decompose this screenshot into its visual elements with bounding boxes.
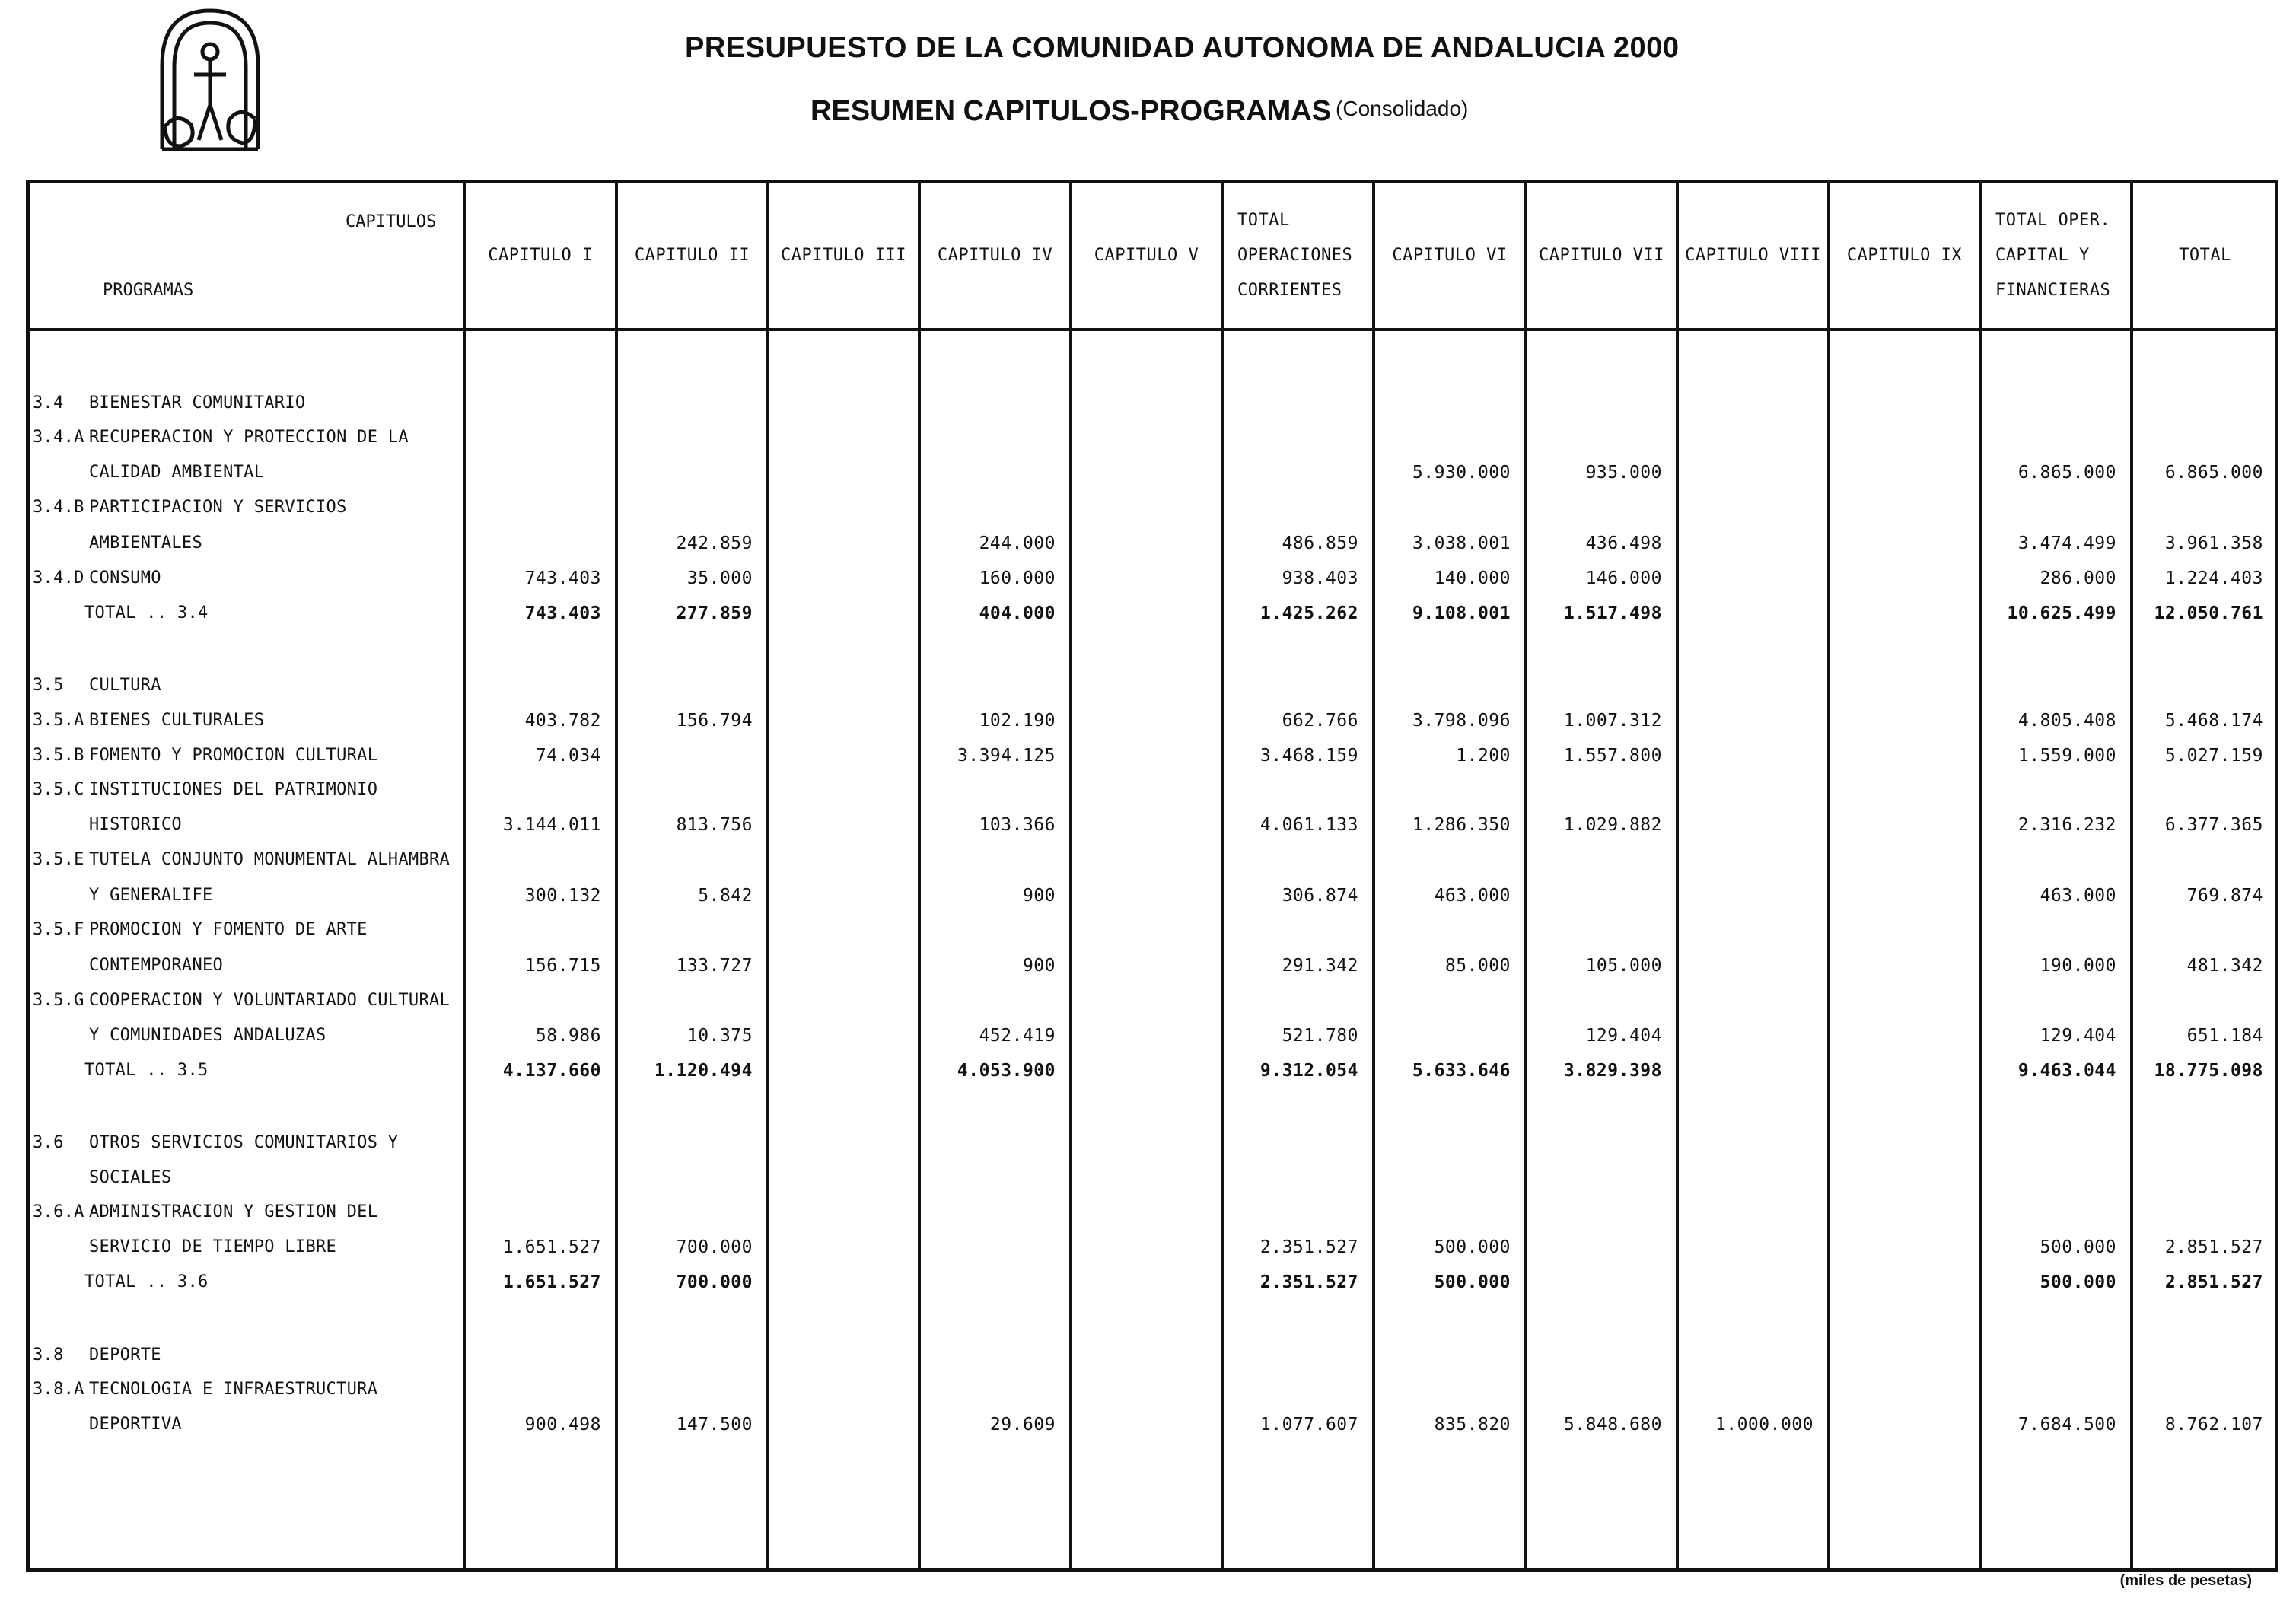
column-header: CAPITULO VIII [1685, 246, 1821, 265]
corner-capitulos-label: CAPITULOS [346, 212, 437, 231]
cell-value: 1.200 [1456, 746, 1511, 766]
program-code: 3.8.A [33, 1380, 84, 1399]
column-header: CAPITULO VI [1392, 246, 1508, 265]
budget-table [26, 180, 2278, 1572]
cell-value: 1.286.350 [1412, 815, 1511, 835]
cell-value: 244.000 [979, 533, 1056, 553]
cell-value: 29.609 [989, 1415, 1056, 1435]
page-subtitle [810, 95, 1468, 128]
program-label: BIENES CULTURALES [89, 711, 265, 730]
cell-value: 6.865.000 [2017, 463, 2116, 482]
cell-value: 140.000 [1434, 568, 1511, 588]
page-title: PRESUPUESTO DE LA COMUNIDAD AUTONOMA DE ANDALUCIA 2000 [685, 32, 1680, 64]
cell-value: 813.756 [676, 815, 753, 835]
cell-value: 85.000 [1444, 956, 1511, 976]
table-row [30, 807, 2275, 842]
program-label: COOPERACION Y VOLUNTARIADO CULTURAL [89, 991, 451, 1010]
total-label: TOTAL .. 3.5 [84, 1061, 209, 1080]
cell-value: 500.000 [1434, 1237, 1511, 1257]
cell-value: 436.498 [1585, 533, 1662, 553]
cell-value: 900.498 [524, 1415, 601, 1435]
cell-value: 300.132 [524, 886, 601, 906]
table-row [30, 1407, 2275, 1442]
program-label: DEPORTE [89, 1346, 161, 1365]
cell-value: 10.375 [686, 1026, 753, 1046]
cell-value: 2.316.232 [2017, 815, 2116, 835]
program-label: DEPORTIVA [89, 1415, 182, 1434]
table-row [30, 420, 2275, 455]
column-header: TOTAL OPER. CAPITAL Y FINANCIERAS [1995, 211, 2111, 300]
program-code: 3.5 [33, 676, 64, 695]
column-header: CAPITULO VII [1539, 246, 1664, 265]
program-code: 3.8 [33, 1346, 64, 1365]
column-header: TOTAL [2179, 246, 2231, 265]
cell-value: 938.403 [1282, 568, 1358, 588]
column-header: TOTAL OPERACIONES CORRIENTES [1237, 211, 1353, 300]
cell-value: 404.000 [979, 603, 1056, 623]
program-label: AMBIENTALES [89, 533, 202, 553]
cell-value: 500.000 [2040, 1237, 2116, 1257]
cell-value: 3.798.096 [1412, 711, 1511, 731]
table-row [30, 455, 2275, 490]
cell-value: 18.775.098 [2154, 1061, 2263, 1081]
cell-value: 769.874 [2186, 886, 2263, 906]
column-header: CAPITULO IX [1846, 246, 1963, 265]
cell-value: 190.000 [2040, 956, 2116, 976]
cell-value: 1.000.000 [1715, 1415, 1814, 1435]
column-header: CAPITULO V [1094, 246, 1199, 265]
cell-value: 8.762.107 [2164, 1415, 2263, 1435]
program-code: 3.5.C [33, 780, 84, 799]
header-divider [30, 328, 2275, 331]
table-row [30, 1372, 2275, 1407]
table-row [30, 526, 2275, 561]
cell-value: 277.859 [676, 603, 753, 623]
table-row [30, 668, 2275, 703]
cell-value: 1.651.527 [502, 1237, 601, 1257]
cell-value: 662.766 [1282, 711, 1358, 731]
cell-value: 156.794 [676, 711, 753, 731]
subtitle-text: RESUMEN CAPITULOS-PROGRAMAS [810, 95, 1332, 127]
program-label: Y GENERALIFE [89, 886, 213, 905]
program-label: CONSUMO [89, 568, 161, 588]
cell-value: 105.000 [1585, 956, 1662, 976]
program-code: 3.4.B [33, 498, 84, 517]
program-code: 3.6 [33, 1133, 64, 1152]
cell-value: 286.000 [2040, 568, 2116, 588]
cell-value: 129.404 [1585, 1026, 1662, 1046]
cell-value: 103.366 [979, 815, 1056, 835]
table-row [30, 1230, 2275, 1265]
cell-value: 306.874 [1282, 886, 1358, 906]
cell-value: 6.865.000 [2164, 463, 2263, 482]
table-row [30, 561, 2275, 596]
program-code: 3.5.E [33, 850, 84, 869]
table-row [30, 983, 2275, 1018]
cell-value: 6.377.365 [2164, 815, 2263, 835]
cell-value: 5.633.646 [1412, 1061, 1511, 1081]
cell-value: 147.500 [676, 1415, 753, 1435]
cell-value: 9.108.001 [1412, 603, 1511, 623]
cell-value: 242.859 [676, 533, 753, 553]
table-row [30, 1338, 2275, 1373]
cell-value: 1.425.262 [1259, 603, 1358, 623]
cell-value: 935.000 [1585, 463, 1662, 482]
cell-value: 1.007.312 [1563, 711, 1662, 731]
column-header: CAPITULO IV [937, 246, 1053, 265]
table-row [30, 1018, 2275, 1053]
column-header: CAPITULO II [634, 246, 750, 265]
table-row [30, 1161, 2275, 1196]
table-row [30, 948, 2275, 983]
cell-value: 1.029.882 [1563, 815, 1662, 835]
cell-value: 452.419 [979, 1026, 1056, 1046]
cell-value: 58.986 [535, 1026, 601, 1046]
cell-value: 651.184 [2186, 1026, 2263, 1046]
program-code: 3.4.A [33, 428, 84, 447]
program-code: 3.4.D [33, 568, 84, 588]
table-row [30, 738, 2275, 773]
cell-value: 1.120.494 [654, 1061, 753, 1081]
cell-value: 4.061.133 [1259, 815, 1358, 835]
program-label: TUTELA CONJUNTO MONUMENTAL ALHAMBRA [89, 850, 451, 869]
cell-value: 5.930.000 [1412, 463, 1511, 482]
program-label: BIENESTAR COMUNITARIO [89, 393, 306, 412]
table-row [30, 386, 2275, 421]
table-total-row [30, 1053, 2275, 1088]
cell-value: 3.144.011 [502, 815, 601, 835]
program-code: 3.5.F [33, 920, 84, 939]
program-label: SOCIALES [89, 1168, 172, 1187]
cell-value: 700.000 [676, 1272, 753, 1292]
cell-value: 4.053.900 [957, 1061, 1056, 1081]
program-code: 3.4 [33, 393, 64, 412]
table-total-row [30, 1265, 2275, 1300]
program-label: HISTORICO [89, 815, 182, 834]
cell-value: 463.000 [2040, 886, 2116, 906]
cell-value: 35.000 [686, 568, 753, 588]
table-total-row [30, 596, 2275, 631]
cell-value: 900 [1022, 886, 1056, 906]
cell-value: 481.342 [2186, 956, 2263, 976]
table-row [30, 842, 2275, 877]
table-row [30, 912, 2275, 947]
cell-value: 500.000 [1434, 1272, 1511, 1292]
program-label: RECUPERACION Y PROTECCION DE LA [89, 428, 409, 447]
program-label: PARTICIPACION Y SERVICIOS [89, 498, 347, 517]
cell-value: 1.651.527 [502, 1272, 601, 1292]
andalucia-coat-of-arms-icon [154, 5, 266, 155]
program-label: CULTURA [89, 676, 161, 695]
program-label: INSTITUCIONES DEL PATRIMONIO [89, 780, 378, 799]
total-label: TOTAL .. 3.4 [84, 603, 209, 623]
cell-value: 74.034 [535, 746, 601, 766]
units-note: (miles de pesetas) [2119, 1572, 2252, 1589]
cell-value: 1.517.498 [1563, 603, 1662, 623]
cell-value: 5.027.159 [2164, 746, 2263, 766]
cell-value: 3.394.125 [957, 746, 1056, 766]
cell-value: 146.000 [1585, 568, 1662, 588]
cell-value: 9.463.044 [2017, 1061, 2116, 1081]
cell-value: 1.077.607 [1259, 1415, 1358, 1435]
cell-value: 7.684.500 [2017, 1415, 2116, 1435]
table-row [30, 490, 2275, 525]
table-row [30, 1126, 2275, 1161]
cell-value: 4.805.408 [2017, 711, 2116, 731]
cell-value: 156.715 [524, 956, 601, 976]
program-label: Y COMUNIDADES ANDALUZAS [89, 1026, 326, 1045]
cell-value: 2.351.527 [1259, 1272, 1358, 1292]
cell-value: 1.557.800 [1563, 746, 1662, 766]
cell-value: 743.403 [524, 603, 601, 623]
program-code: 3.5.A [33, 711, 84, 730]
cell-value: 5.848.680 [1563, 1415, 1662, 1435]
program-code: 3.6.A [33, 1202, 84, 1221]
cell-value: 129.404 [2040, 1026, 2116, 1046]
table-row [30, 703, 2275, 738]
table-row [30, 878, 2275, 913]
program-label: PROMOCION Y FOMENTO DE ARTE [89, 920, 368, 939]
cell-value: 3.468.159 [1259, 746, 1358, 766]
cell-value: 500.000 [2040, 1272, 2116, 1292]
cell-value: 2.851.527 [2164, 1237, 2263, 1257]
coat-of-arms-logo [154, 5, 266, 155]
column-header: CAPITULO I [488, 246, 593, 265]
cell-value: 5.468.174 [2164, 711, 2263, 731]
cell-value: 3.474.499 [2017, 533, 2116, 553]
cell-value: 2.351.527 [1259, 1237, 1358, 1257]
cell-value: 521.780 [1282, 1026, 1358, 1046]
program-label: OTROS SERVICIOS COMUNITARIOS Y [89, 1133, 399, 1152]
cell-value: 835.820 [1434, 1415, 1511, 1435]
cell-value: 743.403 [524, 568, 601, 588]
cell-value: 2.851.527 [2164, 1272, 2263, 1292]
cell-value: 160.000 [979, 568, 1056, 588]
subtitle-note: (Consolidado) [1336, 97, 1469, 120]
cell-value: 1.224.403 [2164, 568, 2263, 588]
program-label: CALIDAD AMBIENTAL [89, 463, 265, 482]
cell-value: 3.961.358 [2164, 533, 2263, 553]
table-row [30, 1195, 2275, 1230]
program-label: CONTEMPORANEO [89, 956, 224, 975]
program-code: 3.5.G [33, 991, 84, 1010]
program-label: TECNOLOGIA E INFRAESTRUCTURA [89, 1380, 378, 1399]
corner-programas-label: PROGRAMAS [103, 281, 194, 300]
cell-value: 5.842 [698, 886, 753, 906]
cell-value: 10.625.499 [2007, 603, 2116, 623]
cell-value: 900 [1022, 956, 1056, 976]
cell-value: 102.190 [979, 711, 1056, 731]
cell-value: 486.859 [1282, 533, 1358, 553]
cell-value: 3.829.398 [1563, 1061, 1662, 1081]
cell-value: 291.342 [1282, 956, 1358, 976]
program-label: ADMINISTRACION Y GESTION DEL [89, 1202, 378, 1221]
cell-value: 133.727 [676, 956, 753, 976]
column-header: CAPITULO III [781, 246, 906, 265]
program-label: FOMENTO Y PROMOCION CULTURAL [89, 746, 378, 765]
program-code: 3.5.B [33, 746, 84, 765]
cell-value: 700.000 [676, 1237, 753, 1257]
cell-value: 463.000 [1434, 886, 1511, 906]
cell-value: 9.312.054 [1259, 1061, 1358, 1081]
cell-value: 12.050.761 [2154, 603, 2263, 623]
table-row [30, 772, 2275, 807]
cell-value: 3.038.001 [1412, 533, 1511, 553]
cell-value: 4.137.660 [502, 1061, 601, 1081]
cell-value: 403.782 [524, 711, 601, 731]
program-label: SERVICIO DE TIEMPO LIBRE [89, 1237, 337, 1256]
total-label: TOTAL .. 3.6 [84, 1272, 209, 1291]
cell-value: 1.559.000 [2017, 746, 2116, 766]
